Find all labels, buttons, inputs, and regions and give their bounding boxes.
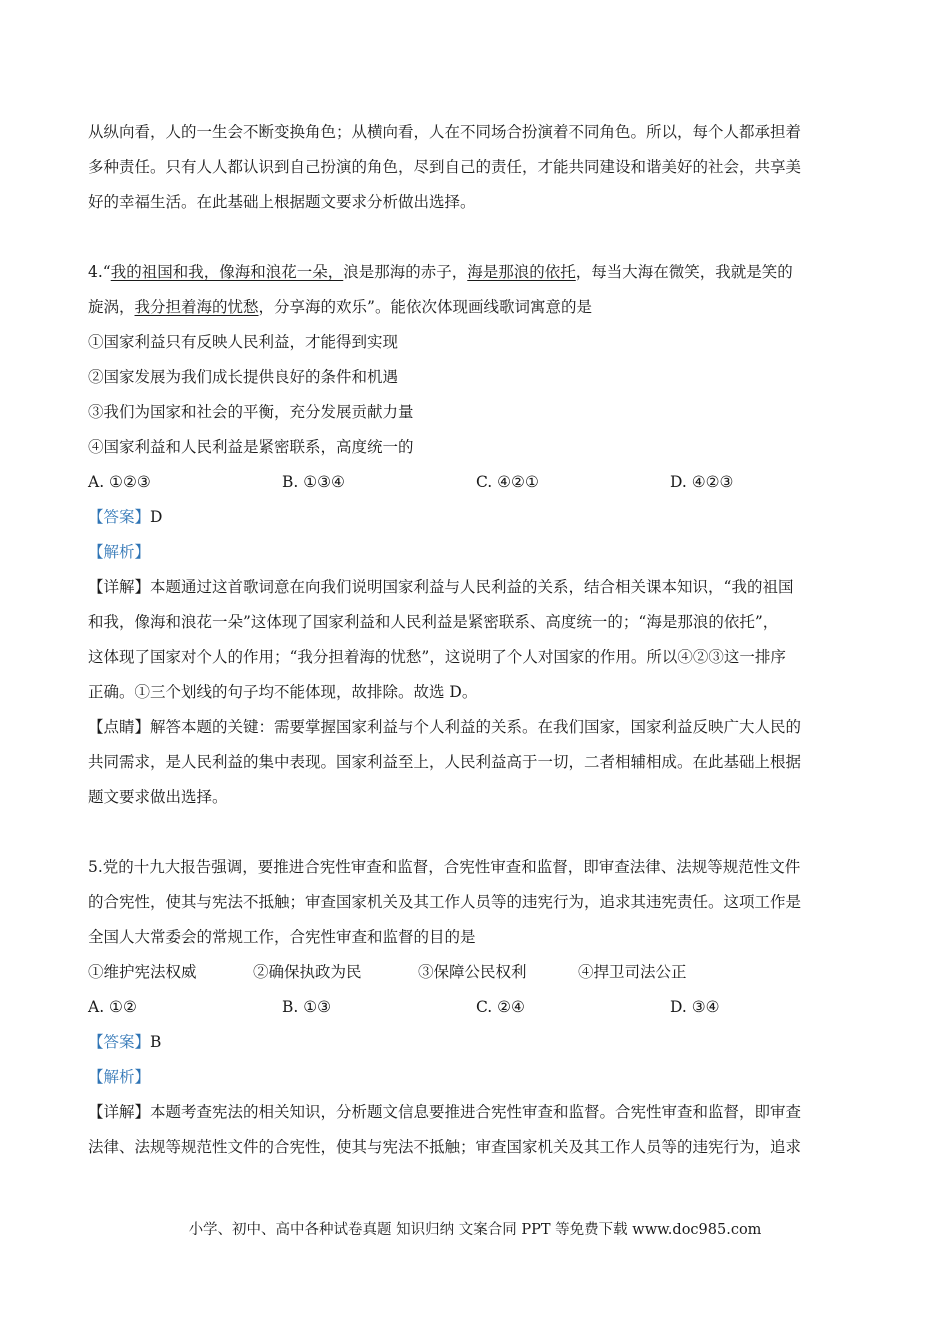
q4-detail-line: 这体现了国家对个人的作用；“我分担着海的忧愁”，这说明了个人对国家的作用。所以④②③这一排序 <box>88 648 786 666</box>
q5-item: ②确保执政为民 <box>253 963 362 981</box>
q4-option-a: A. ①②③ <box>88 473 151 491</box>
q4-item: ④国家利益和人民利益是紧密联系，高度统一的 <box>88 438 414 456</box>
q5-options <box>88 990 864 1025</box>
q5-detail-line: 【详解】本题考查宪法的相关知识，分析题文信息要推进合宪性审查和监督。合宪性审查和监督，即审查 <box>88 1103 802 1121</box>
q5-stem-line: 5.党的十九大报告强调，要推进合宪性审查和监督，合宪性审查和监督，即审查法律、法规等规范性文件 <box>88 858 801 876</box>
q4-option-b: B. ①③④ <box>282 473 345 491</box>
q4-detail-line: 【详解】本题通过这首歌词意在向我们说明国家利益与人民利益的关系，结合相关课本知识，“我的祖国 <box>88 578 794 596</box>
q5-item: ③保障公民权利 <box>418 963 527 981</box>
q4-detail-line: 正确。①三个划线的句子均不能体现，故排除。故选 D。 <box>88 683 478 701</box>
q5-stem-line: 的合宪性，使其与宪法不抵触；审查国家机关及其工作人员等的违宪行为，追求其违宪责任。这项工作是 <box>88 893 802 911</box>
question-4 <box>88 255 864 815</box>
underlined-lyric-3: 我分担着海的忧愁 <box>134 298 259 316</box>
q4-detail-line: 和我，像海和浪花一朵”这体现了国家利益和人民利益是紧密联系、高度统一的；“海是那浪的依托”， <box>88 613 779 631</box>
q4-comment-line: 【点睛】解答本题的关键：需要掌握国家利益与个人利益的关系。在我们国家，国家利益反映广大人民的 <box>88 718 802 736</box>
q5-item: ①维护宪法权威 <box>88 963 197 981</box>
q4-item: ②国家发展为我们成长提供良好的条件和机遇 <box>88 368 399 386</box>
question-5 <box>88 850 864 1165</box>
q4-analysis-tag: 【解析】 <box>88 543 151 561</box>
q5-option-c: C. ②④ <box>476 998 525 1016</box>
intro-paragraph <box>88 115 864 220</box>
q4-comment-line: 题文要求做出选择。 <box>88 788 228 806</box>
q5-option-b: B. ①③ <box>282 998 332 1016</box>
intro-line: 从纵向看，人的一生会不断变换角色；从横向看，人在不同场合扮演着不同角色。所以，每个人都承担着 <box>88 123 802 141</box>
q5-item: ④捍卫司法公正 <box>578 963 687 981</box>
detail-tag: 【详解】 <box>88 1103 151 1121</box>
page-footer: 小学、初中、高中各种试卷真题 知识归纳 文案合同 PPT 等免费下载 www.doc985.com <box>188 1222 762 1238</box>
q4-stem-line-2: 旋涡，我分担着海的忧愁，分享海的欢乐”。能依次体现画线歌词寓意的是 <box>88 298 592 316</box>
q4-options <box>88 465 864 500</box>
intro-line: 多种责任。只有人人都认识到自己扮演的角色，尽到自己的责任，才能共同建设和谐美好的社会，共享美 <box>88 158 802 176</box>
underlined-lyric-1: 我的祖国和我，像海和浪花一朵， <box>110 263 344 281</box>
q5-detail-line: 法律、法规等规范性文件的合宪性，使其与宪法不抵触；审查国家机关及其工作人员等的违宪行为，追求 <box>88 1138 802 1156</box>
q5-option-a: A. ①② <box>88 998 137 1016</box>
q4-item: ③我们为国家和社会的平衡，充分发展贡献力量 <box>88 403 414 421</box>
detail-tag: 【详解】 <box>88 578 151 596</box>
q4-comment-line: 共同需求，是人民利益的集中表现。国家利益至上，人民利益高于一切，二者相辅相成。在此基础上根据 <box>88 753 802 771</box>
q4-item: ①国家利益只有反映人民利益，才能得到实现 <box>88 333 399 351</box>
answer-tag: 【答案】 <box>88 508 151 526</box>
q4-answer <box>88 500 864 535</box>
document-body <box>88 115 864 1165</box>
underlined-lyric-2: 海是那浪的依托 <box>467 263 576 281</box>
comment-tag: 【点睛】 <box>88 718 151 736</box>
q5-analysis-tag: 【解析】 <box>88 1068 151 1086</box>
q4-option-d: D. ④②③ <box>670 473 734 491</box>
q5-stem-line: 全国人大常委会的常规工作，合宪性审查和监督的目的是 <box>88 928 476 946</box>
answer-value: D <box>150 508 163 526</box>
q5-items <box>88 955 864 990</box>
answer-tag: 【答案】 <box>88 1033 151 1051</box>
q4-stem-line-1: 4.“我的祖国和我，像海和浪花一朵，浪是那海的赤子，海是那浪的依托，每当大海在微笑，我就是笑的 <box>88 263 793 281</box>
q4-option-c: C. ④②① <box>476 473 539 491</box>
answer-value: B <box>150 1033 162 1051</box>
q5-option-d: D. ③④ <box>670 998 720 1016</box>
intro-line: 好的幸福生活。在此基础上根据题文要求分析做出选择。 <box>88 193 476 211</box>
q5-answer <box>88 1025 864 1060</box>
